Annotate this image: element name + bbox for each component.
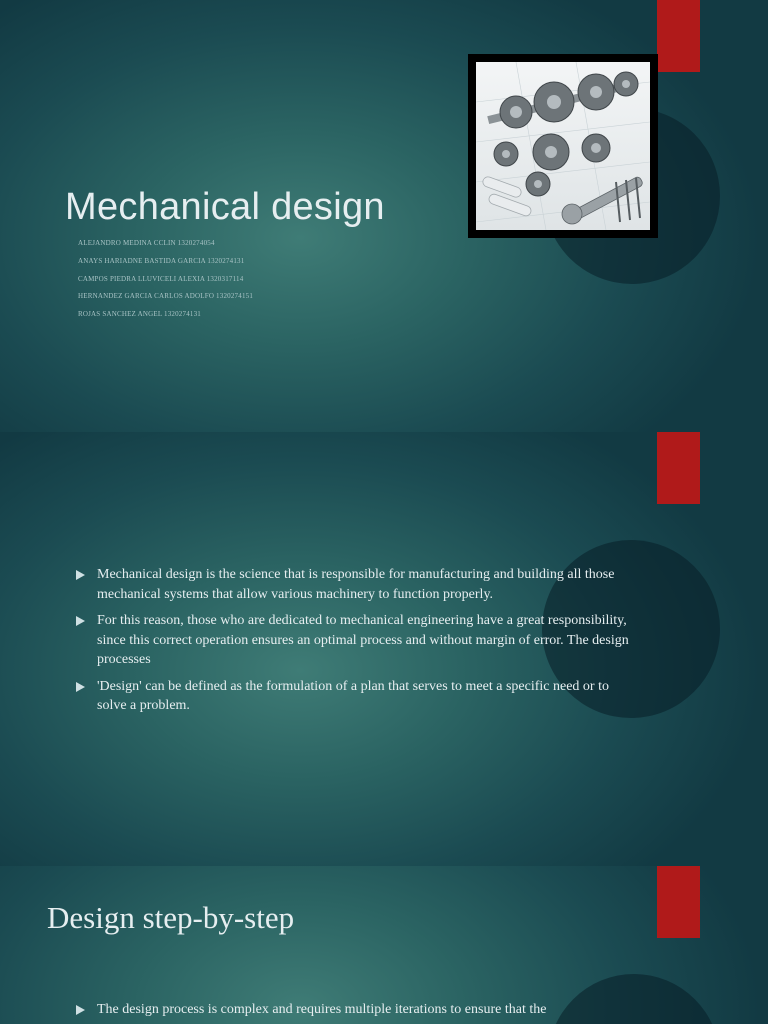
accent-bar <box>657 866 700 938</box>
bullet-item <box>76 1000 636 1020</box>
author-list <box>78 238 253 327</box>
bullet-item <box>76 677 636 716</box>
bullet-list <box>76 565 636 723</box>
author-item: CAMPOS PIEDRA LLUVICELI ALEXIA 1320317114 <box>78 274 244 283</box>
author-item: ANAYS HARIADNE BASTIDA GARCIA 1320274131 <box>78 256 245 265</box>
bullet-arrow-icon <box>76 570 85 580</box>
bullet-arrow-icon <box>76 1005 85 1015</box>
slide-title-text: Design step-by-step <box>47 900 295 935</box>
bullet-text: Mechanical design is the science that is responsible for manufacturing and building all those mechanical systems that allow various machinery to function properly. <box>97 567 615 602</box>
author-item: ALEJANDRO MEDINA CCLIN 1320274054 <box>78 239 215 247</box>
slide-design-steps <box>0 866 768 1024</box>
author-item: HERNANDEZ GARCIA CARLOS ADOLFO 1320274151 <box>78 292 254 301</box>
bullet-item <box>76 611 636 670</box>
bullet-list <box>76 1000 636 1024</box>
slide-title-text: Mechanical design <box>65 186 385 228</box>
bullet-text: For this reason, those who are dedicated to mechanical engineering have a great responsibility, since this correct operation ensures an optimal process and without margin of error. The design processes <box>97 613 629 667</box>
bullet-arrow-icon <box>76 616 85 626</box>
bullet-item <box>76 565 636 604</box>
accent-bar <box>657 0 700 72</box>
slide-image <box>468 54 658 238</box>
accent-bar <box>657 432 700 504</box>
bullet-text: The design process is complex and requires multiple iterations to ensure that the <box>97 1002 547 1017</box>
bullet-arrow-icon <box>76 682 85 692</box>
gears-illustration <box>476 62 650 230</box>
slide-definition <box>0 432 768 866</box>
author-item: ROJAS SANCHEZ ANGEL 1320274131 <box>78 310 201 319</box>
bullet-text: 'Design' can be defined as the formulation of a plan that serves to meet a specific need or to solve a problem. <box>97 678 609 713</box>
slide-title <box>0 0 768 432</box>
